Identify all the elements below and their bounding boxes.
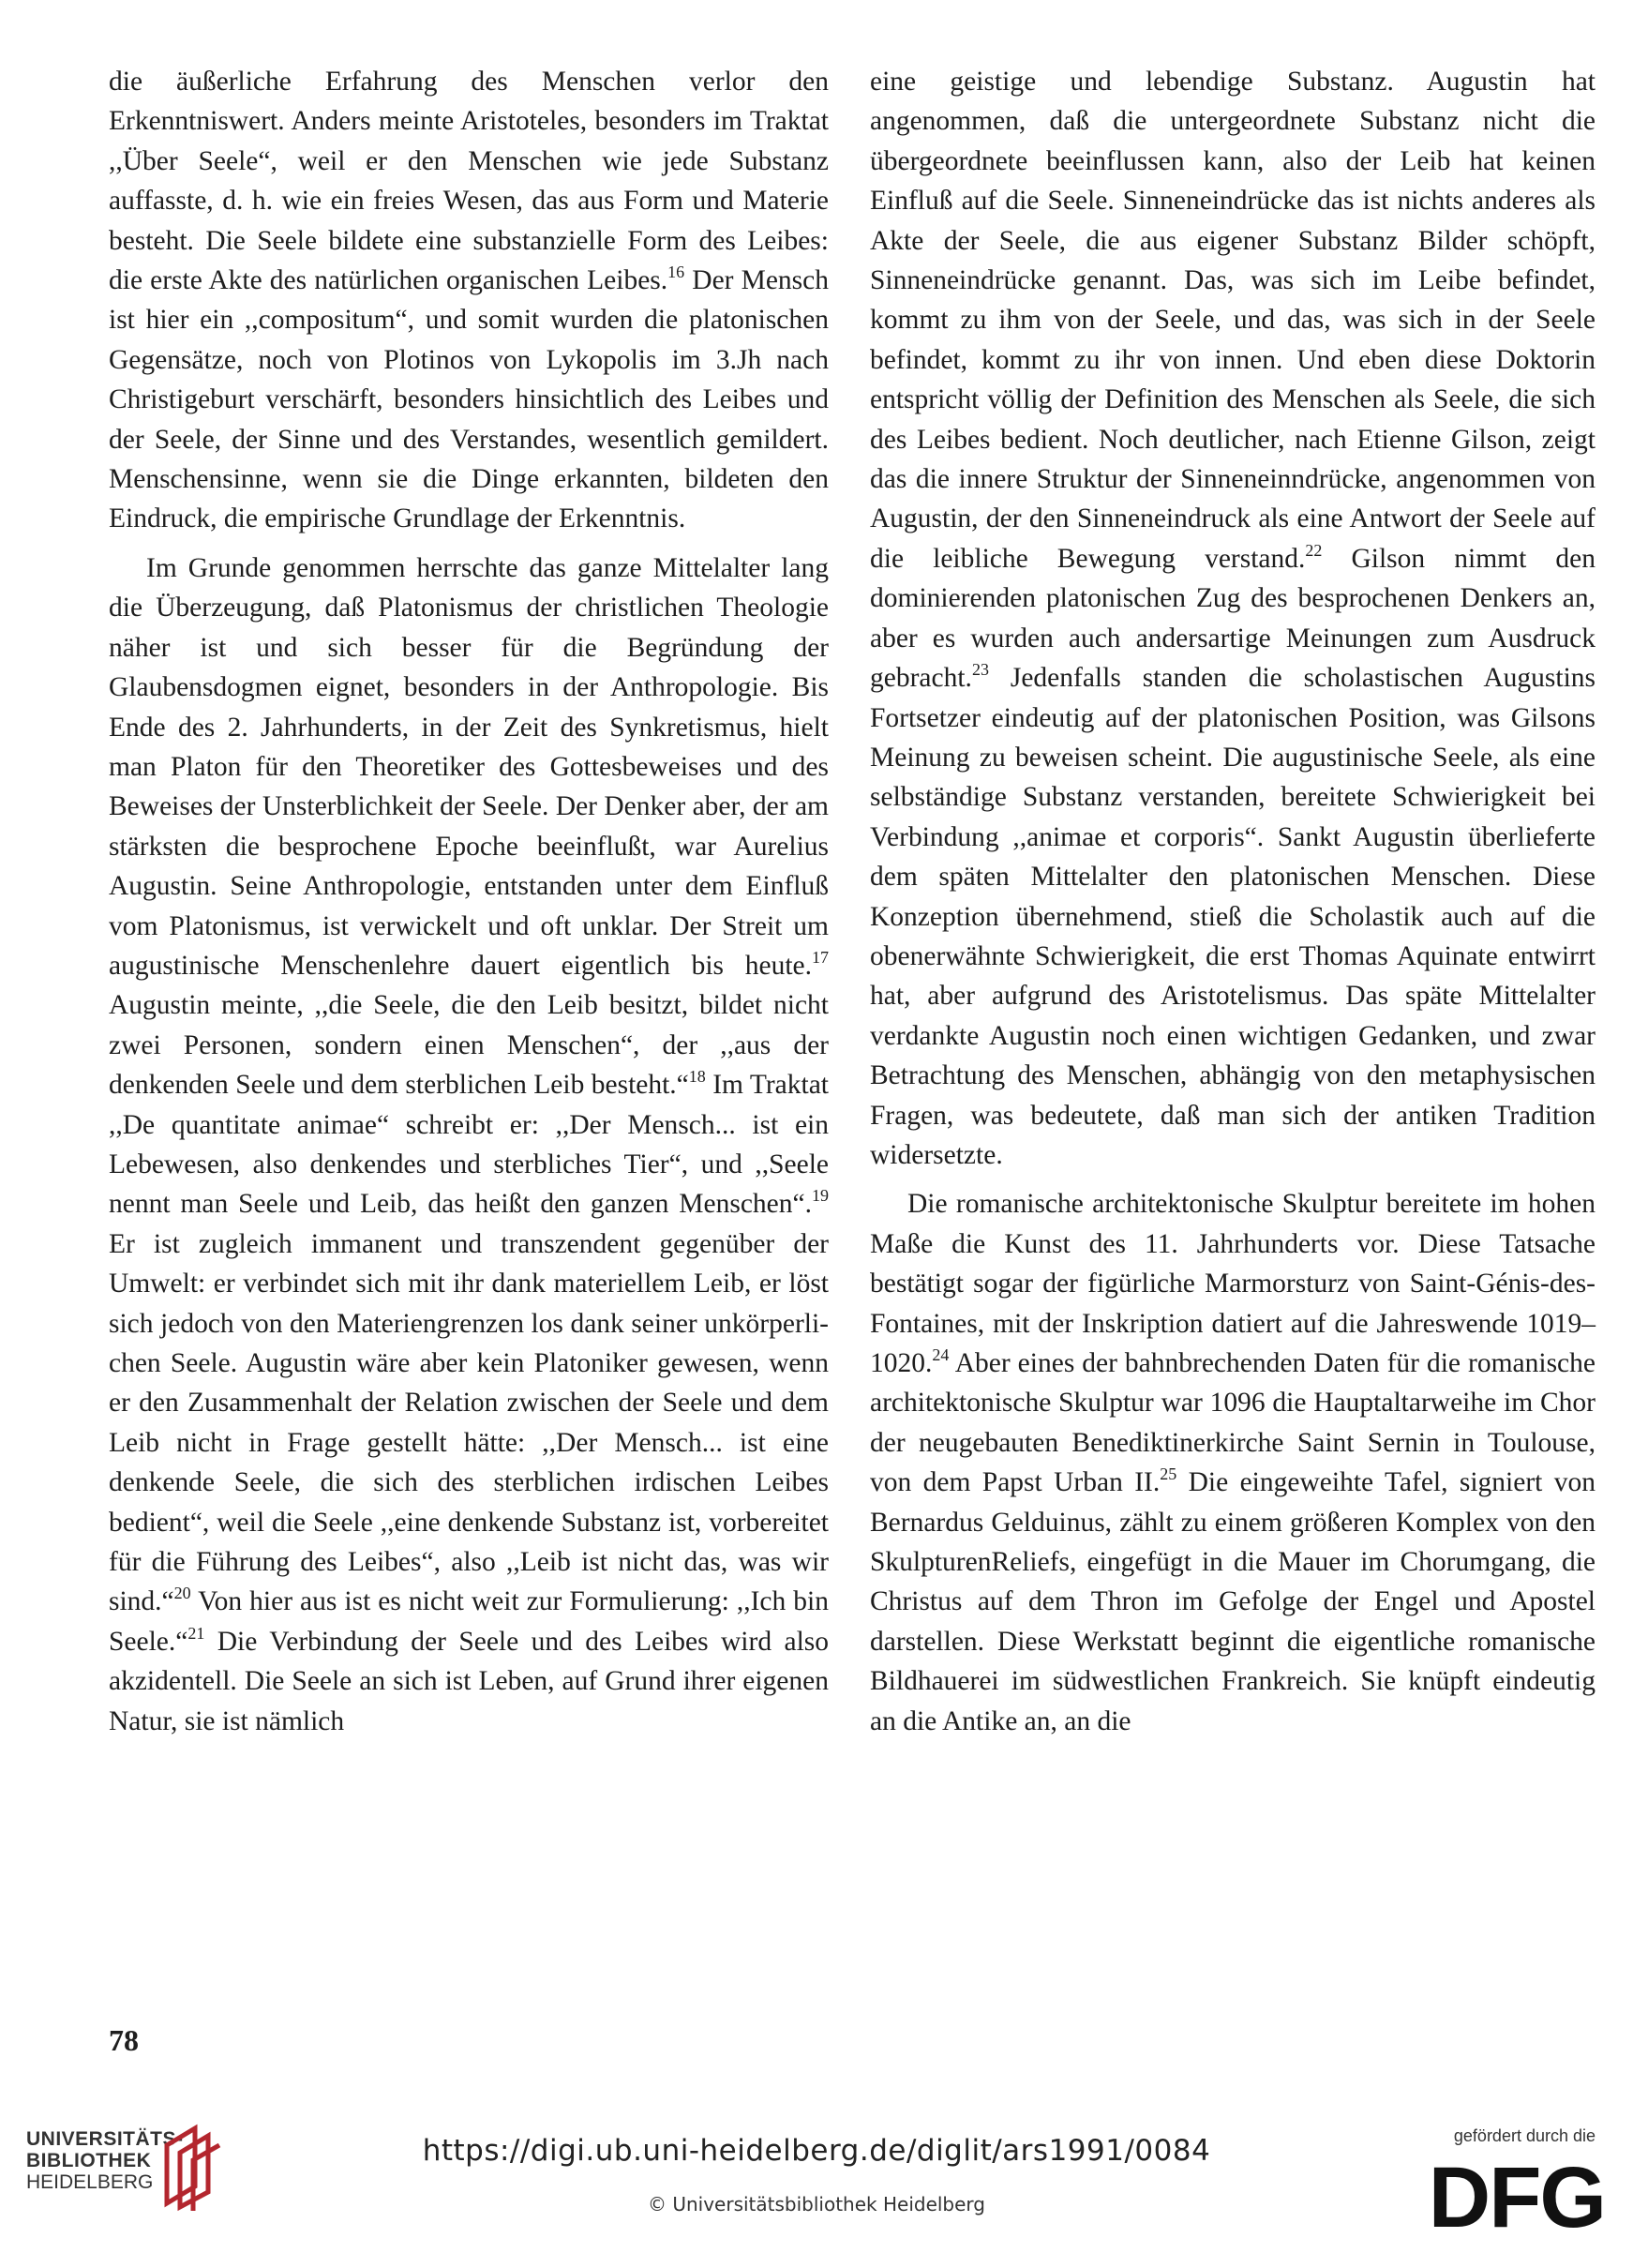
footer-copyright: © Universitätsbibliothek Heidelberg [647,2193,985,2215]
footnote-reference: 19 [812,1186,829,1206]
footnote-reference: 20 [173,1584,191,1603]
text-run: eine geistige und lebendige Substanz. Augustin hat angenommen, daß die untergeordnete Substanz nicht die übergeordnete beeinflussen kann, also der Leib hat keinen Einfluß auf die Seele. Sinneneindrücke das ist nichts anderes als Akte der Seele, die aus eigener Substanz Bilder schöpft, Sinneneindrücke genannt. Das, was sich im Leibe befindet, kommt zu ihm von der Seele, und das, was sich in der Seele befindet, kommt zu ihr von innen. Und eben diese Doktorin entspricht völlig der Definition des Menschen als Seele, die sich des Leibes bedient. Noch deutlicher, nach Etienne Gilson, zeigt das die innere Struktur der Sinneneinndrücke, angenommen von Augustin, der den Sinneneindruck als eine Antwort der Seele auf die leibliche Bewegung verstand. [870,67,1596,574]
text-run: Die eingeweihte Tafel, signiert von Bernardus Gelduinus, zählt zu einem größeren Komplex von den SkulpturenReliefs, eingefügt in die Mauer im Chorumgang, die Christus auf dem Thron im Gefolge der Engel und Apostel darstellen. Diese Werkstatt beginnt die eigentliche romanische Bildhauerei im südwestlichen Frankreich. Sie knüpft eindeutig an die Antike an, an die [870,1467,1596,1736]
left-column [109,62,829,1741]
text-run: Aber eines der bahnbrechenden Daten für die romanische architektonische Skulptur war 1096 die Hauptaltarweihe im Chor der neugebauten Benediktinerkirche Saint Sernin in Toulouse, von dem Papst Urban II. [870,1348,1596,1498]
library-name-line3: HEIDELBERG [26,2171,154,2193]
text-run: Er ist zugleich immanent und transzendent gegenüber der Umwelt: er verbindet sich mit ihr dank materiellem Leib, er löst sich jedoch von den Materiengrenzen los dank seiner unkörperlichen Seele. Augustin wäre aber kein Platoniker gewesen, wenn er den Zusammenhalt der Relation zwischen der Seele und dem Leib nicht in Frage gestellt hätte: ,,Der Mensch... ist eine denkende Seele, die sich des sterblichen irdischen Leibes bedient“, weil die Seele ,,eine denkende Substanz ist, vorbereitet für die Führung des Leibes“, also ,,Leib ist nicht das, was wir sind.“ [109,1228,829,1617]
text-run: Gilson nimmt den dominierenden platonischen Zug des besprochenen Denkers an, aber es wurden auch andersartige Meinungen zum Ausdruck gebracht. [870,543,1596,694]
right-column [870,62,1596,1741]
footnote-reference: 16 [667,263,685,282]
library-name-line1: UNIVERSITÄTS- [26,2128,184,2150]
right-paragraph-1 [870,62,1596,1175]
footnote-reference: 22 [1305,540,1323,560]
footnote-reference: 21 [187,1623,205,1643]
text-run: Von hier aus ist es nicht weit zur Formulierung: ,,Ich bin Seele.“ [109,1586,829,1657]
text-run: Im Traktat ,,De quantitate animae“ schreibt er: ,,Der Mensch... ist ein Lebewesen, also denkendes und sterbliches Tier“, und ,,Seele nennt man Seele und Leib, das heißt den ganzen Menschen“. [109,1070,830,1220]
left-paragraph-1 [109,62,829,539]
footnote-reference: 18 [688,1067,706,1087]
text-run: Die romanische architektonische Skulptur bereitete im hohen Maße die Kunst des 11. Jahrhunderts vor. Diese Tatsache bestätigt sogar der figürliche Marmorsturz von Saint-Génis-des-Fontaines, mit der Inskription datiert auf die Jahreswende 1019–1020. [870,1189,1596,1378]
footer-url-link[interactable]: https://digi.ub.uni-heidelberg.de/diglit/ars1991/0084 [422,2134,1211,2168]
funding-caption: gefördert durch die [1453,2126,1596,2145]
dfg-logo: DFG [1428,2150,1605,2245]
text-run: Jedenfalls standen die scholastischen Augustins Fortsetzer eindeutig auf der platonischen Position, was Gilsons Meinung zu beweisen scheint. Die augustinische Seele, als eine selbständige Substanz verstanden, bereitete Schwierigkeit bei Verbindung ,,animae et corporis“. Sankt Augustin überlieferte dem späten Mittelalter den platonischen Menschen. Diese Konzeption übernehmend, stieß die Scholastik auch auf die obenerwähnte Schwierigkeit, die erst Thomas Aquinate entwirrt hat, aber aufgrund des Aristotelismus. Das späte Mittelalter verdankte Augustin noch einen wichtigen Gedanken, und zwar Betrachtung des Menschen, abhängig von den metaphysischen Fragen, was bedeutete, daß man sich der antiken Tradition widersetzte. [870,663,1596,1170]
footnote-reference: 24 [932,1345,950,1364]
footnote-reference: 17 [812,947,829,967]
footnote-reference: 25 [1160,1464,1177,1484]
footnote-reference: 23 [971,660,989,680]
left-paragraph-2 [109,548,829,1741]
text-run: Der Mensch ist hier ein ,,compositum“, und somit wurden die platonischen Gegensätze, noch von Plotinos von Lykopolis im 3.Jh nach Christigeburt verschärft, besonders hinsichtlich des Leibes und der Seele, der Sinne und des Verstandes, wesentlich gemildert. Menschensinne, wenn sie die Dinge erkannten, bildeten den Eindruck, die empirische Grundlage der Erkenntnis. [109,265,830,534]
text-run: Im Grunde genommen herrschte das ganze Mittelalter lang die Überzeugung, daß Platonismus der christlichen Theologie näher ist und sich besser für die Begründung der Glaubensdogmen eignet, besonders in der Anthropologie. Bis Ende des 2. Jahrhunderts, in der Zeit des Synkretismus, hielt man Platon für den Theoretiker des Gottesbeweises und des Beweises der Unsterblichkeit der Seele. Der Denker aber, der am stärksten die besprochene Epoche beeinflußt, war Aurelius Augustin. Seine Anthropologie, entstanden unter dem Einfluß vom Platonismus, ist verwickelt und oft unklar. Der Streit um augustinische Menschenlehre dauert eigentlich bis heute. [109,552,829,981]
page-number: 78 [109,2023,139,2057]
text-run: Die Verbindung der Seele und des Leibes wird also akzidentell. Die Seele an sich ist Leben, auf Grund ihrer eigenen Natur, sie ist nämlich [109,1626,829,1736]
text-run: Augustin meinte, ,,die Seele, die den Leib besitzt, bildet nicht zwei Personen, sondern einen Menschen“, der ,,aus der denkenden Seele und dem sterblichen Leib besteht.“ [109,990,829,1101]
right-paragraph-2 [870,1184,1596,1741]
library-name-line2: BIBLIOTHEK [26,2150,152,2171]
text-run: die äußerliche Erfahrung des Menschen verlor den Erkenntniswert. Anders meinte Aristoteles, besonders im Traktat ,,Über Seele“, weil er den Menschen wie jede Substanz auffasste, d. h. wie ein freies Wesen, das aus Form und Materie besteht. Die Seele bildete eine substanzielle Form des Leibes: die erste Akte des natürlichen organischen Leibes. [109,67,829,296]
